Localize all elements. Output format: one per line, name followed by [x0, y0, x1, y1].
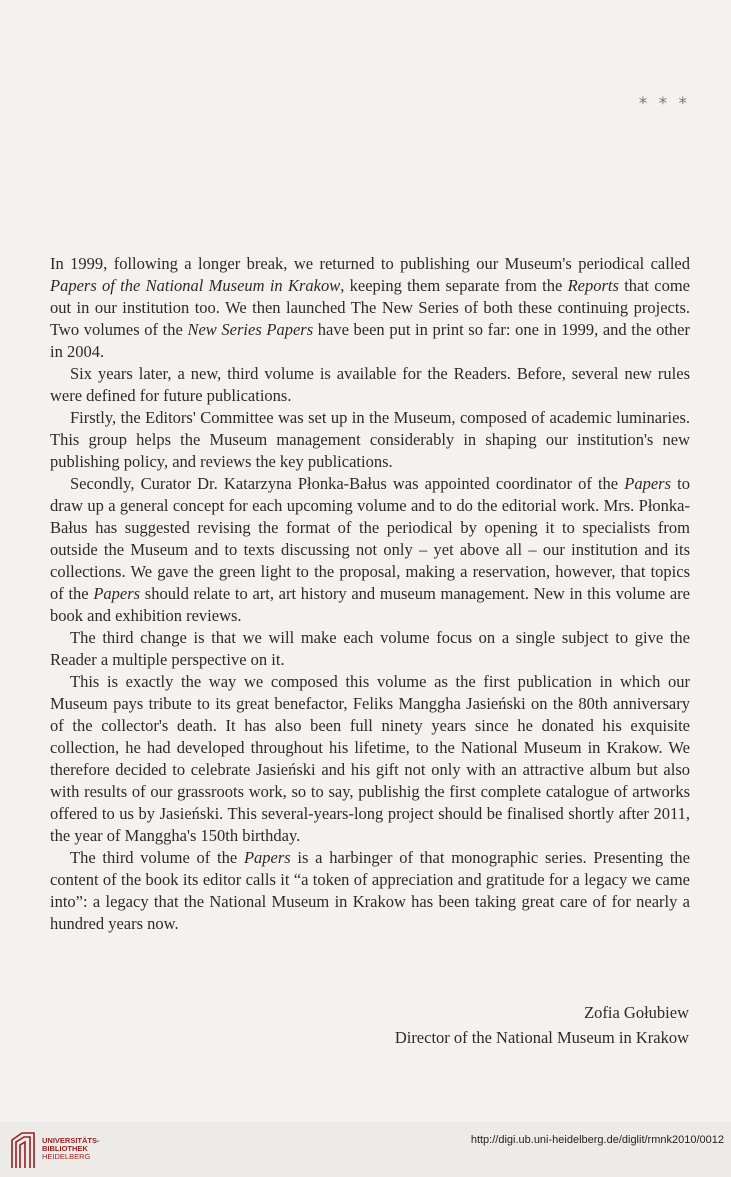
library-name-line-1: UNIVERSITÄTS- — [42, 1136, 100, 1145]
paragraph — [50, 407, 690, 473]
paragraph — [50, 847, 690, 935]
signature-title: Director of the National Museum in Krakow — [394, 1028, 689, 1047]
text-run: that come out in our institution too. We then launched The New Series of both these continuing projects. Two volumes of the — [50, 276, 690, 339]
italic-title: Papers of the National Museum in Krakow — [50, 276, 341, 295]
body-text — [50, 253, 690, 935]
text-run: The third change is that we will make each volume focus on a single subject to give the Reader a multiple perspective on it. — [50, 628, 690, 669]
section-ornament: * * * — [638, 94, 690, 114]
italic-title: Reports — [567, 276, 619, 295]
text-run: This is exactly the way we composed this volume as the first publication in which our Museum pays tribute to its great benefactor, Feliks Manggha Jasieński on the 80th anniversary of the collector's death. It has also been full ninety years since he donated his exquisite collection, he had developed throughout his lifetime, to the National Museum in Krakow. We therefore decided to celebrate Jasieński and his gift not only with an attractive album but also with results of our grassroots work, so to say, publishig the first complete catalogue of artworks offered to us by Jasieński. This several-years-long project should be finalised shortly after 2011, the year of Manggha's 150th birthday. — [50, 672, 690, 845]
paragraph — [50, 627, 690, 671]
library-name-line-3: HEIDELBERG — [42, 1152, 91, 1161]
text-run: Six years later, a new, third volume is available for the Readers. Before, several new rules were defined for future publications. — [50, 364, 690, 405]
text-run: should relate to art, art history and museum management. New in this volume are book and exhibition reviews. — [50, 584, 691, 625]
permalink-url[interactable]: http://digi.ub.uni-heidelberg.de/diglit/rmnk2010/0012 — [470, 1134, 724, 1146]
text-run: Firstly, the Editors' Committee was set up in the Museum, composed of academic luminaries. This group helps the Museum management considerably in shaping our institution's new publishing policy, and reviews the key publications. — [50, 408, 690, 471]
paragraph — [50, 253, 690, 363]
text-run: to draw up a general concept for each upcoming volume and to do the editorial work. Mrs. Płonka-Bałus has suggested revising the format of the periodical by opening it to specialists from outside the Museum and to texts discussing not only – yet above all – our institution and its collections. We gave the green light to the proposal, making a reservation, however, that topics of the — [50, 474, 690, 603]
italic-title: Papers — [93, 584, 141, 603]
italic-title: Papers — [243, 848, 291, 867]
italic-title: New Series Papers — [187, 320, 314, 339]
library-logo-icon — [8, 1130, 38, 1170]
text-run: have been put in print so far: one in 1999, and the other in 2004. — [50, 320, 690, 361]
library-name-line-2: BIBLIOTHEK — [42, 1144, 88, 1153]
paragraph — [50, 363, 690, 407]
text-run: , keeping them separate from the — [340, 276, 568, 295]
paragraph — [50, 473, 690, 627]
library-name — [42, 1137, 100, 1161]
text-run: In 1999, following a longer break, we returned to publishing our Museum's periodical called — [50, 254, 690, 273]
text-run: is a harbinger of that monographic series. Presenting the content of the book its editor calls it “a token of appreciation and gratitude for a legacy we came into”: a legacy that the National Museum in Krakow has been taking great care of for nearly a hundred years now. — [50, 848, 690, 933]
italic-title: Papers — [624, 474, 672, 493]
signature-name: Zofia Gołubiew — [584, 1003, 689, 1022]
footer-bar — [0, 1122, 731, 1177]
signature-block — [395, 1000, 689, 1050]
text-run: Secondly, Curator Dr. Katarzyna Płonka-Bałus was appointed coordinator of the — [70, 474, 625, 493]
text-run: The third volume of the — [70, 848, 244, 867]
paragraph — [50, 671, 690, 847]
